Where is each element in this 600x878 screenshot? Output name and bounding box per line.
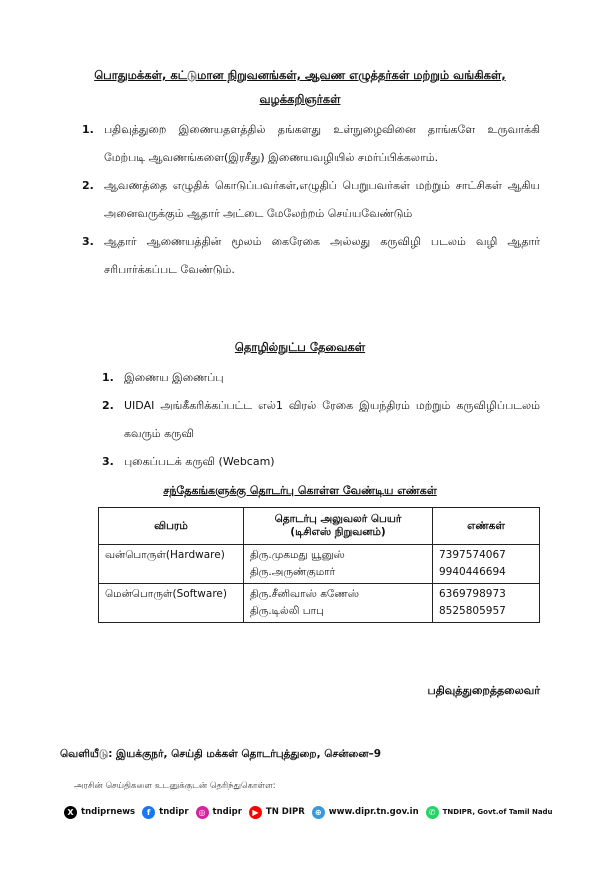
youtube-icon: ▶ (249, 806, 262, 819)
column-header-officer (244, 508, 433, 545)
follow-text: அரசின் செய்திகளை உடனுக்குடன் தெரிந்துகொள்ள: (74, 781, 276, 791)
phone-number: 6369798973 (439, 588, 506, 600)
column-header-category: விபரம் (99, 508, 244, 545)
list-item-text: UIDAI அங்கீகரிக்கப்பட்ட எல்1 விரல் ரேகை இயந்திரம் மற்றும் கருவிழிப்படலம் கவரும் கருவி (124, 399, 540, 440)
list-item (82, 172, 540, 228)
officer-name: திரு.சீனிவாஸ் கணேஸ் (250, 588, 360, 600)
social-label-whatsapp[interactable]: TNDIPR, Govt.of Tamil Nadu (442, 808, 553, 816)
list-item (102, 364, 540, 392)
section3-title: சந்தேகங்களுக்கு தொடர்பு கொள்ள வேண்டிய எண்கள் (163, 484, 437, 497)
signature-title: பதிவுத்துறைத்தலைவர் (427, 684, 540, 697)
social-links-bar (64, 804, 553, 820)
table-cell-phones (433, 545, 540, 584)
list-item-text: இணைய இணைப்பு (124, 371, 224, 384)
table-cell-category: மென்பொருள்(Software) (99, 584, 244, 623)
table-header-row (99, 508, 540, 545)
list-item-number: 1. (102, 371, 114, 384)
social-label-facebook[interactable]: tndipr (159, 807, 189, 817)
list-item-number: 3. (82, 235, 94, 248)
table-cell-officers (244, 545, 433, 584)
table-cell-officers (244, 584, 433, 623)
section1-list (82, 116, 540, 284)
list-item (102, 448, 540, 476)
section2-title: தொழில்நுட்ப தேவைகள் (234, 340, 366, 354)
table-cell-phones (433, 584, 540, 623)
contacts-table (98, 507, 540, 623)
phone-number: 7397574067 (439, 549, 506, 561)
column-header-officer-line1: தொடர்பு அலுவலர் பெயர் (274, 513, 402, 525)
list-item-number: 1. (82, 123, 94, 136)
globe-icon: ⊕ (312, 806, 325, 819)
social-label-website[interactable]: www.dipr.tn.gov.in (328, 807, 419, 817)
list-item (82, 116, 540, 172)
whatsapp-icon: ✆ (426, 806, 439, 819)
table-cell-category: வன்பொருள்(Hardware) (99, 545, 244, 584)
phone-number: 8525805957 (439, 605, 506, 617)
list-item-text: ஆதார் ஆணையத்தின் மூலம் கைரேகை அல்லது கருவிழி படலம் வழி ஆதார் சரிபார்க்கப்பட வேண்டும். (104, 235, 540, 276)
instagram-icon: ◎ (196, 806, 209, 819)
table-row (99, 584, 540, 623)
list-item-number: 3. (102, 455, 114, 468)
list-item (82, 228, 540, 284)
section1-title-line1: பொதுமக்கள், கட்டுமான நிறுவனங்கள், ஆவண எழுத்தர்கள் மற்றும் வங்கிகள், (94, 68, 506, 82)
list-item-text: ஆவணத்தை எழுதிக் கொடுப்பவர்கள்,எழுதிப் பெறுபவர்கள் மற்றும் சாட்சிகள் ஆகிய அனைவருக்கும் ஆதார் அட்டை மேலேற்றம் செய்யவேண்டும் (104, 179, 540, 220)
officer-name: திரு.அருண்குமார் (250, 566, 336, 578)
list-item-number: 2. (102, 399, 114, 412)
section2-list (102, 364, 540, 476)
table-row (99, 545, 540, 584)
list-item (102, 392, 540, 448)
social-label-x[interactable]: tndiprnews (81, 807, 136, 817)
facebook-icon: f (142, 806, 155, 819)
list-item-text: புகைப்படக் கருவி (Webcam) (124, 455, 275, 468)
list-item-number: 2. (82, 179, 94, 192)
social-label-youtube[interactable]: TN DIPR (265, 807, 305, 817)
officer-name: திரு.முகமது யூனுஸ் (250, 549, 345, 561)
section1-title-line2: வழக்கறிஞர்கள் (259, 92, 341, 106)
list-item-text: பதிவுத்துறை இணையதளத்தில் தங்களது உள்நுழைவினை தாங்களே உருவாக்கி மேற்படி ஆவணங்களை(இரசீது) இணையவழியில் சமர்ப்பிக்கலாம். (104, 123, 540, 164)
social-label-instagram[interactable]: tndipr (212, 807, 242, 817)
column-header-officer-line2: (டிசிஎஸ் நிறுவனம்) (290, 526, 386, 538)
phone-number: 9940446694 (439, 566, 506, 578)
x-twitter-icon: X (64, 806, 77, 819)
column-header-numbers: எண்கள் (433, 508, 540, 545)
release-line: வெளியீடு: இயக்குநர், செய்தி மக்கள் தொடர்புத்துறை, சென்னை–9 (60, 748, 382, 760)
officer-name: திரு.டில்லி பாபு (250, 605, 324, 617)
